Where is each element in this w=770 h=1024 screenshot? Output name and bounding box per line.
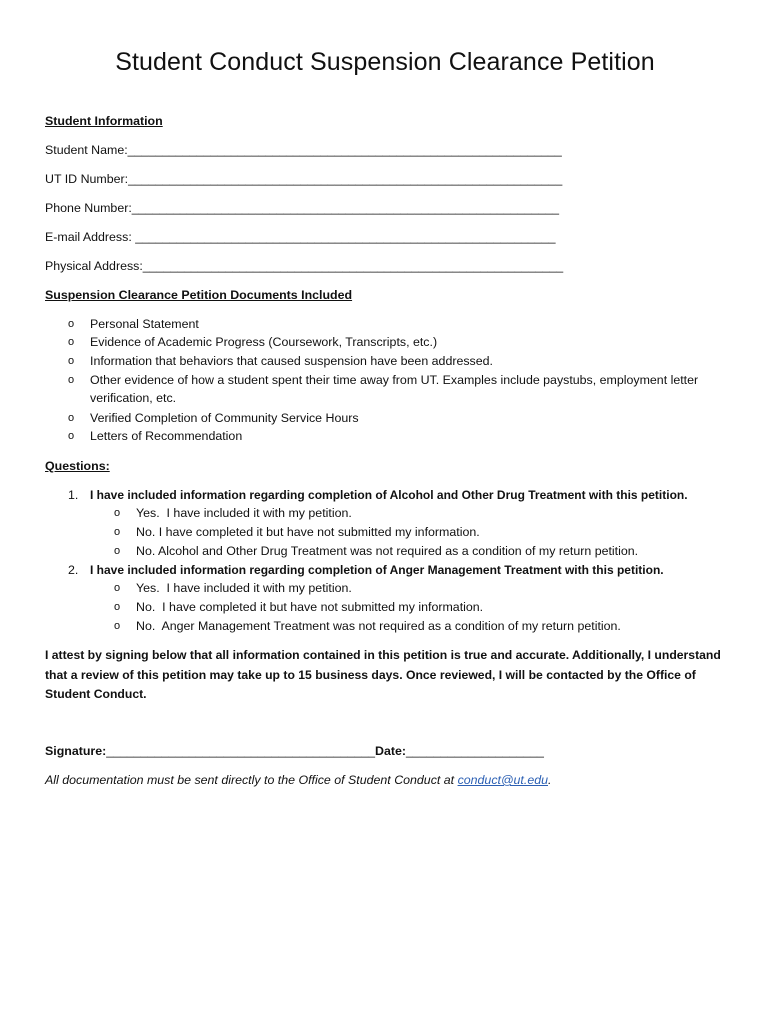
list-item: Letters of Recommendation	[90, 429, 243, 443]
q1-option-yes[interactable]: Yes. I have included it with my petition.	[136, 506, 352, 520]
q1-option-not-required[interactable]: No. Alcohol and Other Drug Treatment was not required as a condition of my return petition.	[136, 544, 639, 558]
bullet-icon: o	[68, 430, 75, 442]
student-name-field[interactable]: Student Name:_______________________________________________________________	[45, 143, 562, 157]
bullet-icon: o	[114, 601, 121, 613]
bullet-icon: o	[114, 526, 121, 538]
list-item: Personal Statement	[90, 317, 199, 331]
page-title: Student Conduct Suspension Clearance Petition	[115, 48, 655, 76]
bullet-icon: o	[114, 507, 121, 519]
list-item: Verified Completion of Community Service Hours	[90, 411, 359, 425]
bullet-icon: o	[68, 318, 75, 330]
question-number: 1.	[68, 488, 79, 502]
bullet-icon: o	[68, 355, 75, 367]
list-item: Evidence of Academic Progress (Coursework, Transcripts, etc.)	[90, 335, 438, 349]
list-item: Other evidence of how a student spent their time away from UT. Examples include paystubs, employment letter	[90, 373, 699, 387]
q2-option-no-not-submitted[interactable]: No. I have completed it but have not submitted my information.	[136, 600, 484, 614]
note-end: .	[548, 773, 552, 787]
bullet-icon: o	[114, 620, 121, 632]
email-link[interactable]: conduct@ut.edu	[457, 773, 548, 787]
question-1-text: I have included information regarding completion of Alcohol and Other Drug Treatment with this petition.	[90, 488, 688, 502]
date-label: Date:	[375, 744, 407, 758]
q2-option-not-required[interactable]: No. Anger Management Treatment was not required as a condition of my return petition.	[136, 619, 621, 633]
signature-line[interactable]: _______________________________________	[106, 744, 376, 758]
signature-label: Signature:	[45, 744, 107, 758]
physical-address-field[interactable]: Physical Address:_____________________________________________________________	[45, 259, 564, 273]
phone-field[interactable]: Phone Number:______________________________________________________________	[45, 201, 560, 215]
list-item: Information that behaviors that caused suspension have been addressed.	[90, 354, 493, 368]
bullet-icon: o	[114, 582, 121, 594]
bullet-icon: o	[114, 545, 121, 557]
questions-heading: Questions:	[45, 459, 110, 473]
bullet-icon: o	[68, 412, 75, 424]
documents-heading: Suspension Clearance Petition Documents Included	[45, 288, 353, 302]
bullet-icon: o	[68, 336, 75, 348]
note-text: All documentation must be sent directly to the Office of Student Conduct at	[45, 773, 458, 787]
ut-id-field[interactable]: UT ID Number:_______________________________________________________________	[45, 172, 563, 186]
signature-row	[45, 743, 544, 759]
q1-option-no-not-submitted[interactable]: No. I have completed it but have not submitted my information.	[136, 525, 480, 539]
date-line[interactable]: ____________________	[406, 744, 544, 758]
bullet-icon: o	[68, 374, 75, 386]
attestation-statement: I attest by signing below that all information contained in this petition is true and accurate. Additionally, I understand that a review of this petition may take up to 15 business days. Once reviewed, I will be contacted by the Office of Student Conduct.	[45, 648, 721, 701]
q2-option-yes[interactable]: Yes. I have included it with my petition.	[136, 581, 352, 595]
student-info-heading: Student Information	[45, 114, 163, 128]
email-field[interactable]: E-mail Address: _____________________________________________________________	[45, 230, 556, 244]
question-2-text: I have included information regarding completion of Anger Management Treatment with this petition.	[90, 563, 664, 577]
question-number: 2.	[68, 563, 79, 577]
submission-note	[45, 772, 551, 788]
list-item-continuation: verification, etc.	[90, 391, 177, 405]
